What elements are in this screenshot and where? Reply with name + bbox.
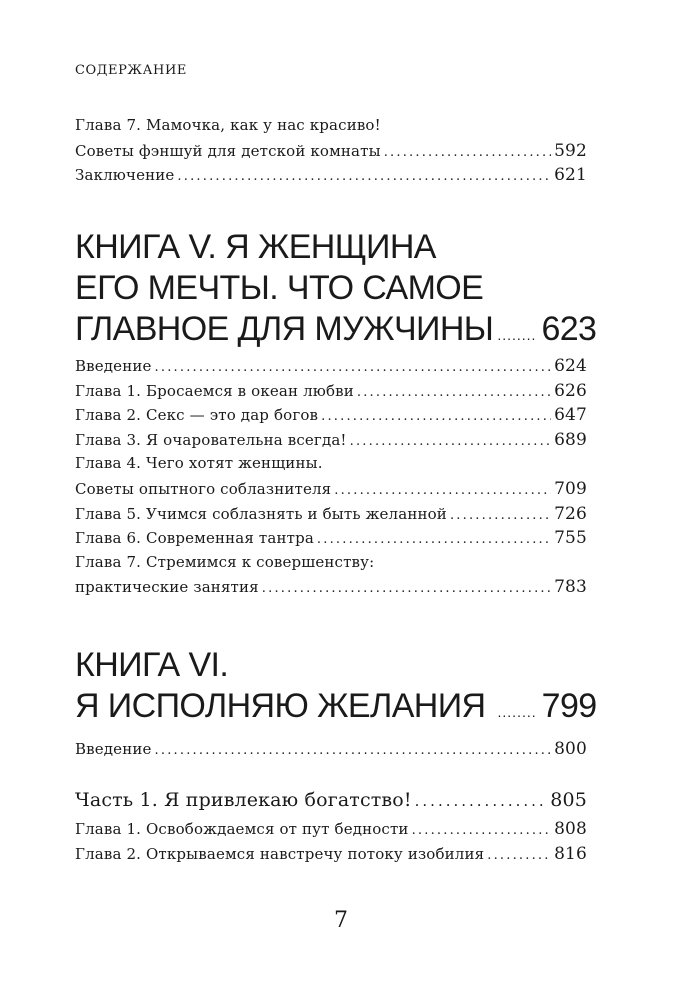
book-6-part-1 (75, 789, 587, 868)
leader-dots (415, 792, 548, 810)
leader-dots (412, 823, 552, 838)
leader-dots (498, 692, 537, 733)
toc-entry (75, 844, 587, 869)
toc-entry (75, 819, 587, 844)
book-heading-line: КНИГА VI. (75, 646, 229, 684)
toc-entry (75, 405, 587, 430)
toc-entry-title: Глава 4. Чего хотят женщины. (75, 454, 323, 473)
toc-entry-title: Глава 2. Открываемся навстречу потоку изобилия (75, 844, 485, 863)
toc-entry-page: 592 (554, 140, 587, 161)
toc-entry (75, 165, 587, 190)
leader-dots (357, 385, 551, 400)
toc-part-page: 805 (550, 789, 587, 811)
toc-entry-title: Глава 1. Освобождаемся от пут бедности (75, 820, 409, 838)
book-heading-line-last (75, 309, 595, 356)
toc-entry-page: 808 (554, 819, 587, 839)
toc-entry-title: Заключение (75, 166, 175, 185)
toc-part-title: Часть 1. Я привлекаю богатство! (75, 789, 412, 811)
toc-entry (75, 141, 587, 166)
leader-dots (384, 145, 551, 160)
leader-dots (321, 409, 551, 424)
book-6-intro (75, 739, 587, 764)
toc-entry-title: Введение (75, 740, 152, 758)
toc-entry-page: 709 (554, 478, 587, 499)
toc-entry-title: Глава 1. Бросаемся в океан любви (75, 381, 354, 400)
toc-entry (75, 504, 587, 529)
toc-part-entry (75, 789, 587, 819)
leader-dots (334, 483, 551, 498)
book-5-entries (75, 356, 587, 602)
toc-entry-title: Глава 7. Стремимся к совершенству: (75, 552, 375, 571)
book-heading-line-last (75, 686, 595, 733)
book-heading-line: КНИГА V. Я ЖЕНЩИНА (75, 228, 436, 266)
toc-entry (75, 739, 587, 764)
leader-dots (155, 743, 552, 758)
leader-dots (487, 848, 551, 863)
toc-entry-page: 816 (554, 843, 587, 864)
toc-entry-page: 726 (554, 503, 587, 524)
toc-entry-title: Советы опытного соблазнителя (75, 479, 332, 498)
leader-dots (262, 581, 551, 596)
book-heading-line: ГЛАВНОЕ ДЛЯ МУЖЧИНЫ (75, 310, 494, 348)
toc-entry-page: 783 (554, 577, 587, 598)
toc-entry-title: Глава 5. Учимся соблазнять и быть желанной (75, 504, 447, 523)
toc-entry-title: Глава 6. Современная тантра (75, 529, 314, 548)
book-heading-line: Я ИСПОЛНЯЮ ЖЕЛАНИЯ (75, 687, 486, 725)
toc-entry-title: Советы фэншуй для детской комнаты (75, 141, 381, 160)
toc-entry-page: 626 (554, 380, 587, 401)
toc-entry-title: Глава 3. Я очаровательна всегда! (75, 430, 347, 449)
toc-entry-title: Глава 2. Секс — это дар богов (75, 406, 319, 425)
toc-entry-page: 624 (554, 356, 587, 376)
toc-entry-page: 621 (554, 165, 587, 186)
toc-entry (75, 528, 587, 553)
page-number: 7 (334, 908, 348, 933)
leader-dots (317, 532, 551, 547)
leader-dots (450, 508, 551, 523)
toc-entry (75, 479, 587, 504)
toc-entry-title: Глава 7. Мамочка, как у нас красиво! (75, 116, 381, 134)
book-page: 623 (541, 310, 597, 348)
book-6-heading (75, 645, 595, 733)
toc-entry-page: 800 (554, 739, 587, 759)
book-heading-line: ЕГО МЕЧТЫ. ЧТО САМОЕ (75, 269, 484, 307)
book-5-heading (75, 227, 595, 356)
leader-dots (155, 360, 552, 375)
toc-entry-page: 755 (554, 528, 587, 549)
toc-entry-page: 647 (554, 405, 587, 426)
leader-dots (350, 434, 551, 449)
toc-entry (75, 381, 587, 406)
toc-entry-page: 689 (554, 429, 587, 450)
toc-entry-title: Введение (75, 357, 152, 375)
leader-dots (497, 315, 536, 356)
toc-entry-title: практические занятия (75, 578, 259, 597)
toc-entry (75, 577, 587, 602)
toc-entry (75, 430, 587, 455)
leader-dots (177, 169, 551, 184)
top-entries (75, 116, 587, 190)
running-head: СОДЕРЖАНИЕ (75, 63, 188, 78)
toc-entry (75, 356, 587, 381)
book-page: 799 (541, 687, 597, 725)
